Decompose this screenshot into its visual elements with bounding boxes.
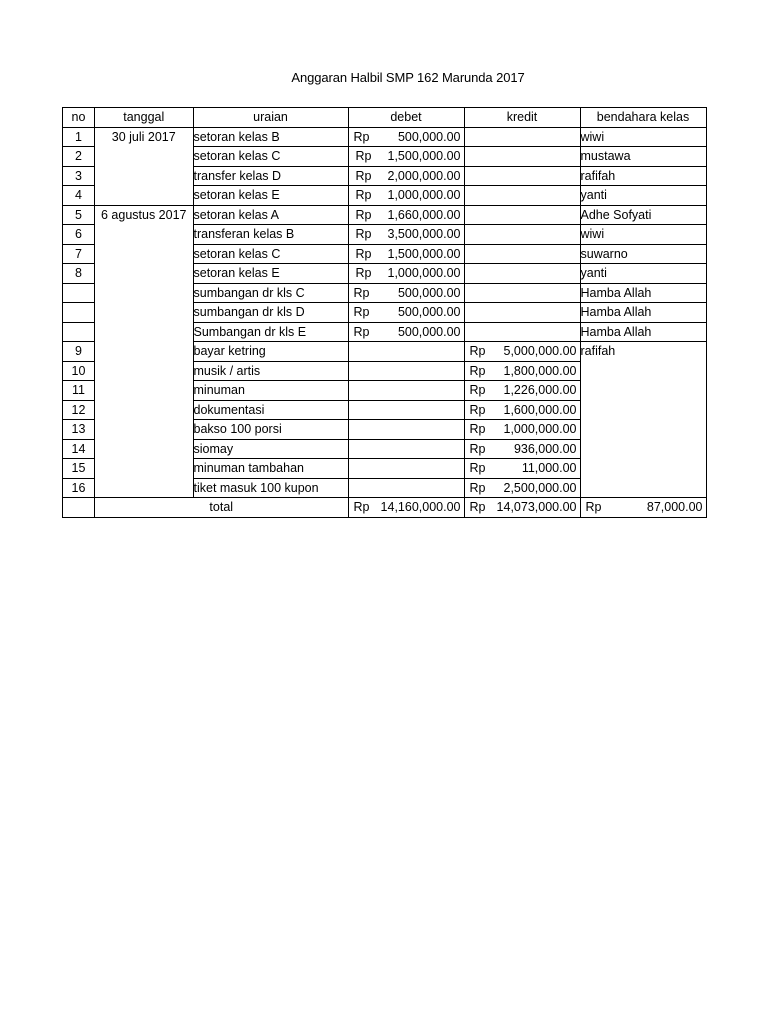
- debet-cell: [348, 205, 464, 225]
- money-value: [465, 401, 580, 419]
- description: Sumbangan dr kls E: [193, 322, 348, 342]
- kredit-cell: [464, 264, 580, 284]
- money-value: [349, 167, 464, 185]
- money-value: [349, 225, 464, 243]
- kredit-cell: [464, 244, 580, 264]
- debet-cell: [348, 186, 464, 206]
- description: sumbangan dr kls D: [193, 303, 348, 323]
- money-value: [349, 128, 464, 146]
- amount: 1,000,000.00: [387, 188, 461, 202]
- debet-cell: [348, 244, 464, 264]
- currency-label: Rp: [353, 324, 370, 339]
- currency-label: Rp: [355, 266, 372, 280]
- amount: 2,000,000.00: [387, 168, 461, 183]
- amount: 1,500,000.00: [387, 246, 461, 261]
- description: setoran kelas C: [193, 244, 348, 264]
- amount: 500,000.00: [397, 129, 461, 144]
- treasurer: Hamba Allah: [580, 283, 706, 303]
- debet-cell: [348, 361, 464, 381]
- amount: 500,000.00: [397, 285, 461, 300]
- description: siomay: [193, 439, 348, 459]
- kredit-cell: [464, 147, 580, 167]
- amount: 936,000.00: [513, 441, 577, 456]
- kredit-cell: [464, 439, 580, 459]
- treasurer-merged: rafifah: [580, 342, 706, 498]
- money-value: [349, 323, 464, 341]
- money-value: [465, 440, 580, 458]
- money-value: [581, 498, 706, 516]
- kredit-cell: [464, 186, 580, 206]
- currency-label: Rp: [469, 363, 486, 378]
- money-value: [349, 498, 464, 516]
- money-value: [349, 186, 464, 204]
- amount: 2,500,000.00: [503, 480, 577, 495]
- row-number: 13: [63, 420, 95, 440]
- row-number: 11: [63, 381, 95, 401]
- amount: 14,073,000.00: [496, 500, 577, 514]
- currency-label: Rp: [469, 344, 486, 358]
- money-value: [465, 479, 580, 497]
- debet-cell: [348, 322, 464, 342]
- total-row: [63, 498, 707, 518]
- money-value: [349, 206, 464, 224]
- amount: 1,660,000.00: [387, 207, 461, 222]
- row-number: 9: [63, 342, 95, 362]
- budget-table: [62, 107, 707, 518]
- row-number: 5: [63, 205, 95, 225]
- total-kredit: [464, 498, 580, 518]
- description: musik / artis: [193, 361, 348, 381]
- treasurer: mustawa: [580, 147, 706, 167]
- money-value: [349, 264, 464, 282]
- currency-label: Rp: [353, 500, 370, 514]
- money-value: [465, 342, 580, 360]
- date-cell: 6 agustus 2017: [95, 205, 194, 498]
- description: minuman tambahan: [193, 459, 348, 479]
- currency-label: Rp: [355, 227, 372, 241]
- treasurer: Hamba Allah: [580, 322, 706, 342]
- row-number: 8: [63, 264, 95, 284]
- currency-label: Rp: [469, 500, 486, 514]
- kredit-cell: [464, 283, 580, 303]
- row-number: [63, 303, 95, 323]
- treasurer: Adhe Sofyati: [580, 205, 706, 225]
- date-cell: 30 juli 2017: [95, 127, 194, 205]
- money-value: [465, 459, 580, 477]
- table-row: [63, 205, 707, 225]
- kredit-cell: [464, 400, 580, 420]
- amount: 3,500,000.00: [387, 227, 461, 241]
- kredit-cell: [464, 127, 580, 147]
- money-value: [349, 303, 464, 321]
- table-row: [63, 127, 707, 147]
- money-value: [465, 362, 580, 380]
- header-row: [63, 108, 707, 128]
- description: transferan kelas B: [193, 225, 348, 245]
- description: minuman: [193, 381, 348, 401]
- currency-label: Rp: [469, 402, 486, 417]
- currency-label: Rp: [355, 188, 372, 202]
- treasurer: wiwi: [580, 127, 706, 147]
- amount: 87,000.00: [646, 500, 703, 514]
- header-kredit: kredit: [464, 108, 580, 128]
- description: setoran kelas A: [193, 205, 348, 225]
- currency-label: Rp: [469, 441, 486, 456]
- kredit-cell: [464, 459, 580, 479]
- currency-label: Rp: [355, 149, 372, 163]
- row-number: 10: [63, 361, 95, 381]
- total-saldo: [580, 498, 706, 518]
- description: sumbangan dr kls C: [193, 283, 348, 303]
- money-value: [349, 147, 464, 165]
- currency-label: Rp: [355, 168, 372, 183]
- debet-cell: [348, 459, 464, 479]
- currency-label: Rp: [353, 305, 370, 319]
- description: tiket masuk 100 kupon: [193, 478, 348, 498]
- description: setoran kelas C: [193, 147, 348, 167]
- currency-label: Rp: [469, 383, 486, 397]
- kredit-cell: [464, 381, 580, 401]
- total-empty-cell: [63, 498, 95, 518]
- kredit-cell: [464, 361, 580, 381]
- description: dokumentasi: [193, 400, 348, 420]
- currency-label: Rp: [353, 285, 370, 300]
- debet-cell: [348, 166, 464, 186]
- kredit-cell: [464, 166, 580, 186]
- row-number: 1: [63, 127, 95, 147]
- currency-label: Rp: [469, 422, 486, 436]
- row-number: [63, 322, 95, 342]
- debet-cell: [348, 381, 464, 401]
- row-number: 12: [63, 400, 95, 420]
- amount: 1,000,000.00: [503, 422, 577, 436]
- money-value: [349, 245, 464, 263]
- debet-cell: [348, 147, 464, 167]
- header-no: no: [63, 108, 95, 128]
- row-number: 6: [63, 225, 95, 245]
- currency-label: Rp: [355, 246, 372, 261]
- debet-cell: [348, 264, 464, 284]
- money-value: [465, 420, 580, 438]
- kredit-cell: [464, 322, 580, 342]
- currency-label: Rp: [469, 480, 486, 495]
- total-debet: [348, 498, 464, 518]
- money-value: [465, 498, 580, 516]
- treasurer: rafifah: [580, 166, 706, 186]
- row-number: [63, 283, 95, 303]
- row-number: 4: [63, 186, 95, 206]
- debet-cell: [348, 400, 464, 420]
- amount: 1,600,000.00: [503, 402, 577, 417]
- row-number: 14: [63, 439, 95, 459]
- description: transfer kelas D: [193, 166, 348, 186]
- treasurer: suwarno: [580, 244, 706, 264]
- debet-cell: [348, 283, 464, 303]
- description: bayar ketring: [193, 342, 348, 362]
- amount: 1,226,000.00: [503, 383, 577, 397]
- kredit-cell: [464, 478, 580, 498]
- money-value: [349, 284, 464, 302]
- header-bendahara: bendahara kelas: [580, 108, 706, 128]
- amount: 5,000,000.00: [503, 344, 577, 358]
- debet-cell: [348, 225, 464, 245]
- row-number: 2: [63, 147, 95, 167]
- description: setoran kelas E: [193, 264, 348, 284]
- amount: 1,000,000.00: [387, 266, 461, 280]
- treasurer: yanti: [580, 264, 706, 284]
- description: setoran kelas E: [193, 186, 348, 206]
- money-value: [465, 381, 580, 399]
- total-label: total: [95, 498, 349, 518]
- amount: 500,000.00: [397, 324, 461, 339]
- amount: 14,160,000.00: [380, 500, 461, 514]
- currency-label: Rp: [585, 500, 602, 514]
- debet-cell: [348, 478, 464, 498]
- debet-cell: [348, 342, 464, 362]
- kredit-cell: [464, 205, 580, 225]
- row-number: 16: [63, 478, 95, 498]
- kredit-cell: [464, 420, 580, 440]
- kredit-cell: [464, 342, 580, 362]
- kredit-cell: [464, 303, 580, 323]
- debet-cell: [348, 420, 464, 440]
- row-number: 15: [63, 459, 95, 479]
- treasurer: Hamba Allah: [580, 303, 706, 323]
- currency-label: Rp: [355, 207, 372, 222]
- row-number: 7: [63, 244, 95, 264]
- currency-label: Rp: [353, 129, 370, 144]
- page-title: Anggaran Halbil SMP 162 Marunda 2017: [291, 70, 525, 85]
- amount: 500,000.00: [397, 305, 461, 319]
- kredit-cell: [464, 225, 580, 245]
- description: bakso 100 porsi: [193, 420, 348, 440]
- debet-cell: [348, 439, 464, 459]
- header-uraian: uraian: [193, 108, 348, 128]
- row-number: 3: [63, 166, 95, 186]
- treasurer: yanti: [580, 186, 706, 206]
- amount: 1,500,000.00: [387, 149, 461, 163]
- currency-label: Rp: [469, 461, 486, 475]
- treasurer: wiwi: [580, 225, 706, 245]
- amount: 1,800,000.00: [503, 363, 577, 378]
- header-tanggal: tanggal: [95, 108, 194, 128]
- debet-cell: [348, 127, 464, 147]
- description: setoran kelas B: [193, 127, 348, 147]
- amount: 11,000.00: [521, 461, 577, 475]
- header-debet: debet: [348, 108, 464, 128]
- debet-cell: [348, 303, 464, 323]
